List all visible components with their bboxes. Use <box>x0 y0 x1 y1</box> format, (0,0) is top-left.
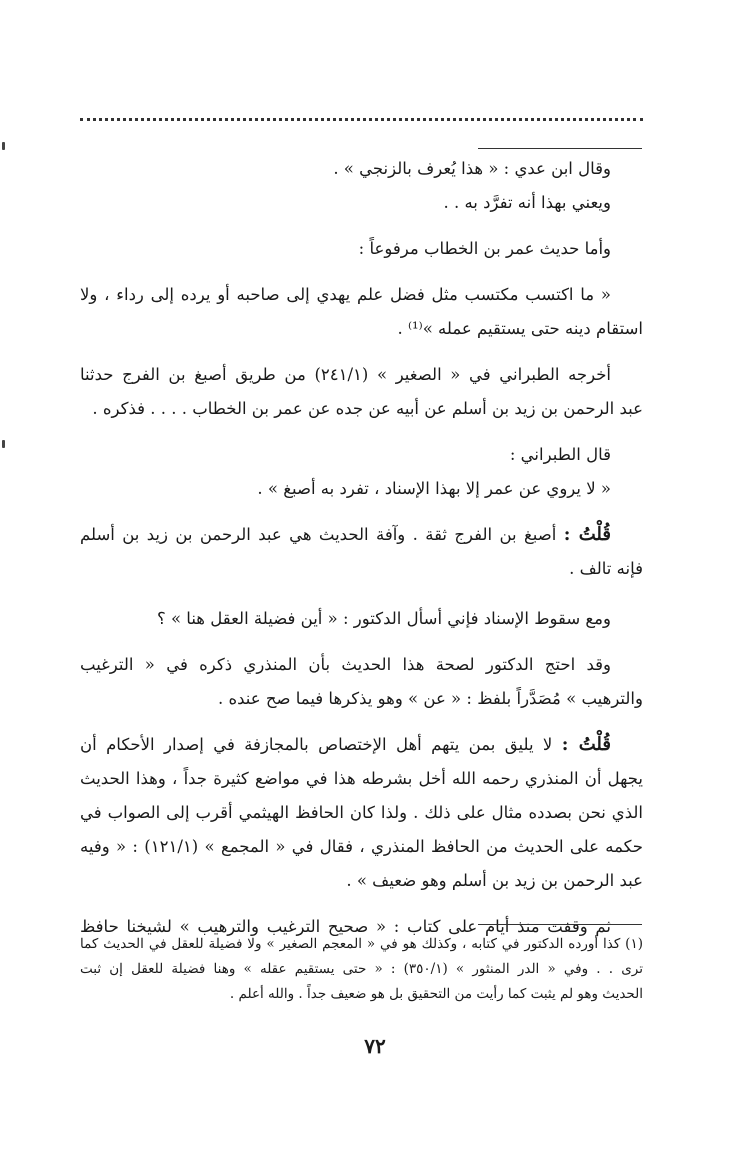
text-line: ثم وقفت منذ أيام على كتاب : « صحيح الترغيب والترهيب » لشيخنا حافظ <box>80 917 611 936</box>
text-line: فإنه تالف . <box>569 559 643 578</box>
text-line: أخرجه الطبراني في « الصغير » (٢٤١/١) من طريق أصبغ بن الفرج حدثنا <box>80 365 612 384</box>
text-line: ويعني بهذا أنه تفرَّد به . . <box>443 193 611 212</box>
margin-mark-middle <box>2 440 5 448</box>
main-text <box>80 152 643 944</box>
text-line: وأما حديث عمر بن الخطاب مرفوعاً : <box>358 239 611 258</box>
text-line: استقام دينه حتى يستقيم عمله »⁽¹⁾ . <box>397 319 643 338</box>
text-line: عبد الرحمن بن زيد بن أسلم عن أبيه عن جده عن عمر بن الخطاب . . . . فذكره . <box>92 399 643 418</box>
footnote-line: ترى . . وفي « الدر المنثور » (٣٥٠/١) : « حتى يستقيم عقله » وهنا فضيلة للعقل إن ثبت <box>80 961 643 977</box>
text-line: « لا يروي عن عمر إلا بهذا الإسناد ، تفرد به أصبغ » . <box>257 479 611 498</box>
text-line: الذي نحن بصدده مثال على ذلك . ولذا كان الحافظ الهيثمي أقرب إلى الصواب في <box>80 803 643 822</box>
page-number: ٧٢ <box>364 1034 386 1058</box>
dotted-header-rule <box>80 118 643 121</box>
text-span: لا يليق بمن يتهم أهل الإختصاص بالمجازفة في إصدار الأحكام أن <box>80 735 553 754</box>
text-line: وقد احتج الدكتور لصحة هذا الحديث بأن المنذري ذكره في « الترغيب <box>80 655 611 674</box>
footnote-rule <box>478 924 642 925</box>
text-line <box>80 518 643 552</box>
text-line: والترهيب » مُصَدَّراً بلفظ : « عن » وهو يذكرها فيما صح عنده . <box>217 689 643 708</box>
qult-label: قُلْتُ : <box>563 524 611 545</box>
margin-mark-top <box>2 142 5 150</box>
text-line: وقال ابن عدي : « هذا يُعرف بالزنجي » . <box>333 159 611 178</box>
footnotes <box>80 932 643 1007</box>
qult-label: قُلْتُ : <box>561 734 611 755</box>
header-short-rule <box>478 148 642 149</box>
footnote-line: (١) كذا أورده الدكتور في كتابه ، وكذلك هو في « المعجم الصغير » ولا فضيلة للعقل في الحديث كما <box>80 936 643 952</box>
text-line: ومع سقوط الإسناد فإني أسأل الدكتور : « أين فضيلة العقل هنا » ؟ <box>156 609 611 628</box>
text-line <box>80 728 643 762</box>
text-line: عبد الرحمن بن زيد بن أسلم وهو ضعيف » . <box>346 871 643 890</box>
text-span: أصبغ بن الفرج ثقة . وآفة الحديث هي عبد الرحمن بن زيد بن أسلم <box>80 525 557 544</box>
text-line: « ما اكتسب مكتسب مثل فضل علم يهدي إلى صاحبه أو يرده إلى رداء ، ولا <box>80 285 611 304</box>
text-line: يجهل أن المنذري رحمه الله أخل بشرطه هذا في مواضع كثيرة جداً ، وهذا الحديث <box>80 769 643 788</box>
footnote-line: الحديث وهو لم يثبت كما رأيت من التحقيق بل هو ضعيف جداً . والله أعلم . <box>229 986 643 1002</box>
text-line: حكمه على الحديث من الحافظ المنذري ، فقال في « المجمع » (١٢١/١) : « وفيه <box>80 837 643 856</box>
text-line: قال الطبراني : <box>509 445 611 464</box>
